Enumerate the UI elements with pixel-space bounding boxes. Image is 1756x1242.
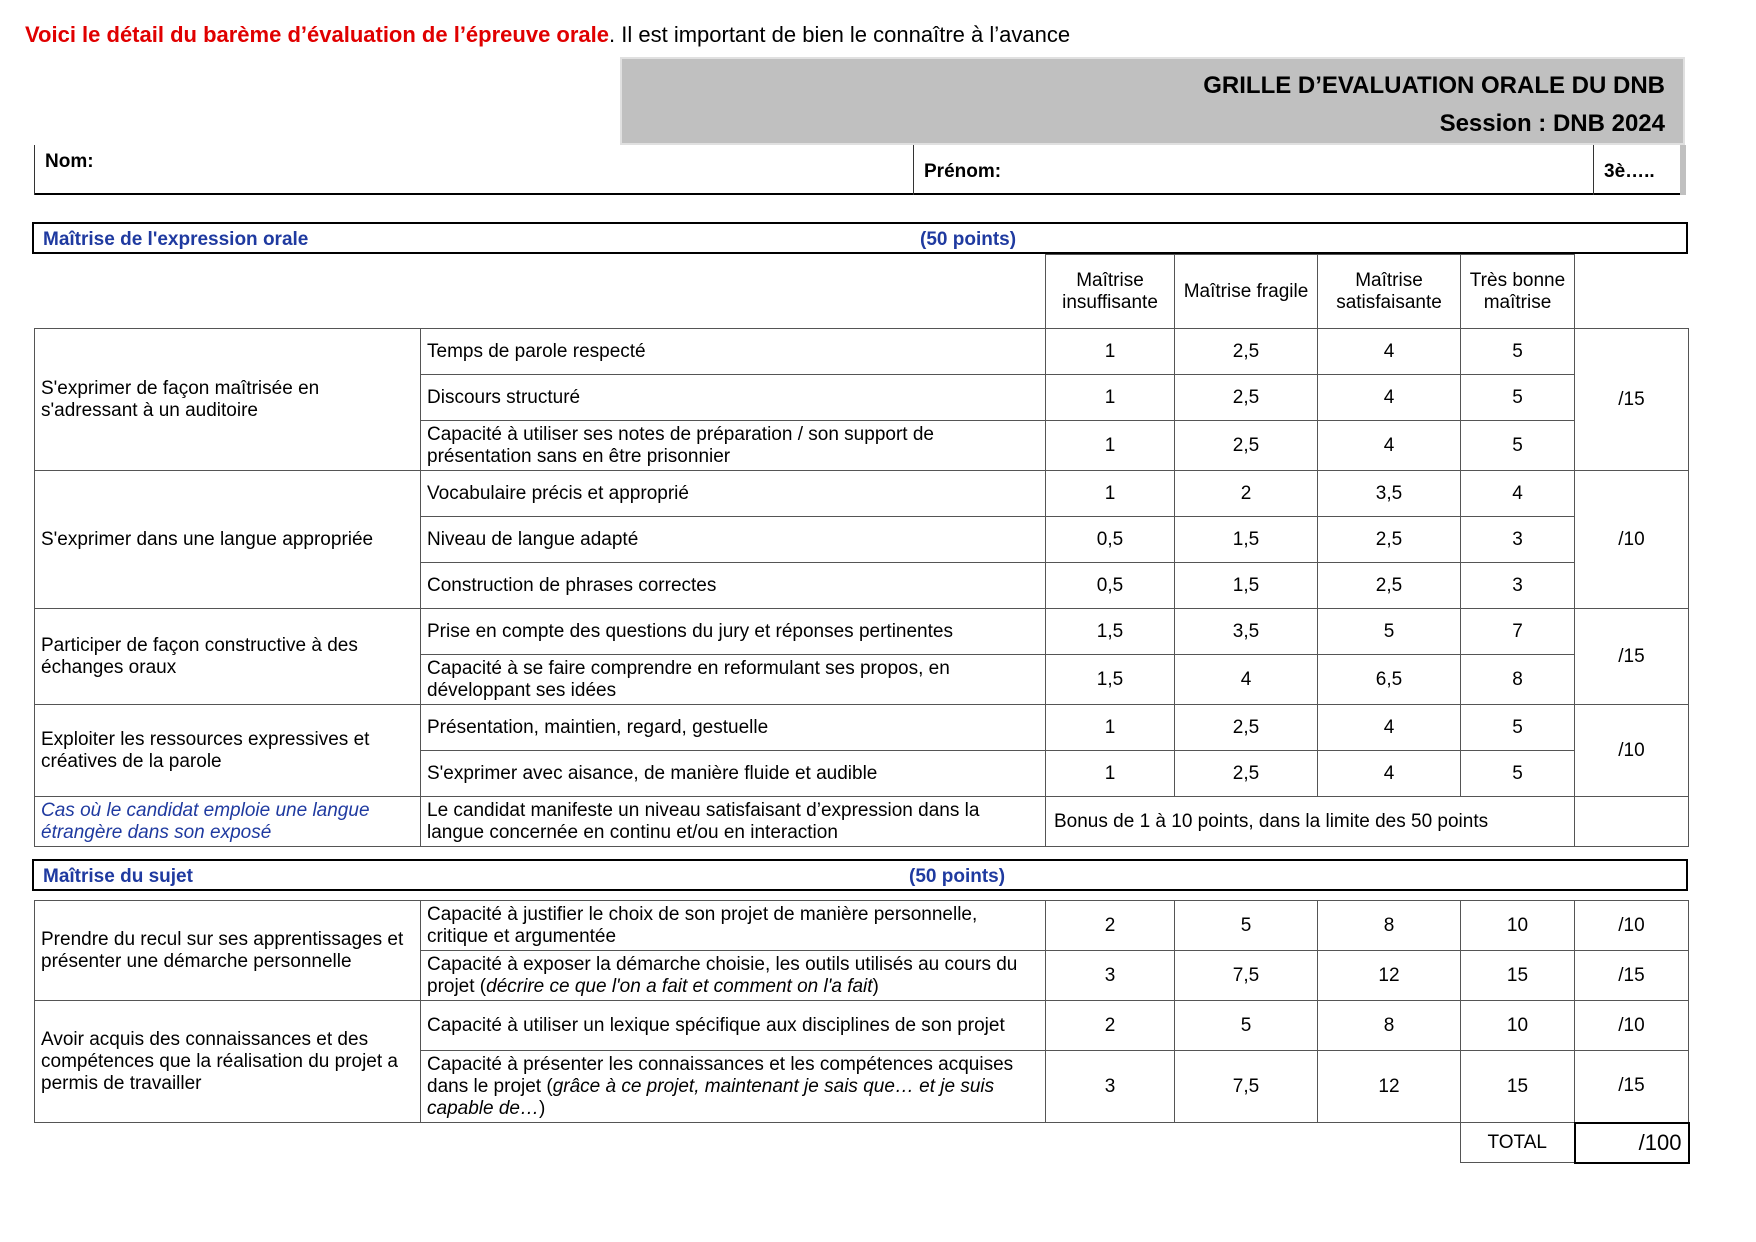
- score-cell: 7,5: [1175, 951, 1318, 1001]
- session-label: Session : DNB 2024: [1439, 110, 1665, 137]
- table-row: [35, 901, 1689, 951]
- total-value[interactable]: /100: [1575, 1123, 1689, 1163]
- score-cell: 2,5: [1175, 375, 1318, 421]
- section-sujet-points: (50 points): [909, 866, 1006, 887]
- criterion: Construction de phrases correctes: [421, 563, 1046, 609]
- bonus-label: Cas où le candidat emploie une langue étrangère dans son exposé: [35, 797, 421, 847]
- bonus-row: [35, 797, 1689, 847]
- criterion-italic: grâce à ce projet, maintenant je sais que… et je suis capable de…: [427, 1075, 995, 1119]
- group-total[interactable]: /10: [1575, 471, 1689, 609]
- criterion-text: ): [538, 1097, 546, 1119]
- score-cell: 5: [1461, 751, 1575, 797]
- score-cell: 0,5: [1046, 563, 1175, 609]
- criterion: [421, 1051, 1046, 1123]
- score-cell: 1: [1046, 471, 1175, 517]
- score-cell: 4: [1318, 751, 1461, 797]
- criterion-text: Capacité à présenter les connaissances et les compétences acquises dans le projet (: [427, 1053, 1014, 1097]
- skill-label: S'exprimer dans une langue appropriée: [35, 471, 421, 609]
- score-cell: 2: [1046, 1001, 1175, 1051]
- criterion: Vocabulaire précis et approprié: [421, 471, 1046, 517]
- score-cell: 2,5: [1318, 563, 1461, 609]
- score-cell: 2,5: [1175, 329, 1318, 375]
- criterion: Présentation, maintien, regard, gestuelle: [421, 705, 1046, 751]
- score-cell: 7,5: [1175, 1051, 1318, 1123]
- criterion: Capacité à utiliser un lexique spécifique aux disciplines de son projet: [421, 1001, 1046, 1051]
- group-total[interactable]: /15: [1575, 329, 1689, 471]
- table-row: [35, 609, 1689, 655]
- intro-highlight: Voici le détail du barème d’évaluation de l’épreuve orale: [25, 22, 610, 47]
- score-cell: 5: [1461, 375, 1575, 421]
- intro-rest: . Il est important de bien le connaître à l’avance: [609, 22, 1071, 47]
- expression-grid: [34, 254, 1689, 847]
- section-expression-title: Maîtrise de l'expression orale: [43, 229, 309, 250]
- score-cell: 15: [1461, 1051, 1575, 1123]
- table-row: [35, 471, 1689, 517]
- row-total[interactable]: /10: [1575, 1001, 1689, 1051]
- table-row: [35, 329, 1689, 375]
- score-cell: 4: [1461, 471, 1575, 517]
- score-cell: 3,5: [1175, 609, 1318, 655]
- section-expression-bar: [32, 222, 1688, 254]
- skill-label: Participer de façon constructive à des échanges oraux: [35, 609, 421, 705]
- score-cell: 8: [1318, 1001, 1461, 1051]
- skill-label: Prendre du recul sur ses apprentissages et présenter une démarche personnelle: [35, 901, 421, 1001]
- score-cell: 7: [1461, 609, 1575, 655]
- criterion: Capacité à se faire comprendre en reformulant ses propos, en développant ses idées: [421, 655, 1046, 705]
- row-total[interactable]: /10: [1575, 901, 1689, 951]
- level-header: Maîtrise insuffisante: [1046, 255, 1175, 329]
- criterion-text: ): [872, 975, 879, 997]
- criterion: Prise en compte des questions du jury et réponses pertinentes: [421, 609, 1046, 655]
- group-total[interactable]: /15: [1575, 609, 1689, 705]
- criterion: Discours structuré: [421, 375, 1046, 421]
- score-cell: 1,5: [1046, 609, 1175, 655]
- skill-label: S'exprimer de façon maîtrisée en s'adressant à un auditoire: [35, 329, 421, 471]
- score-cell: 1: [1046, 705, 1175, 751]
- score-cell: 15: [1461, 951, 1575, 1001]
- score-cell: 8: [1461, 655, 1575, 705]
- score-cell: 10: [1461, 901, 1575, 951]
- level-header: Très bonne maîtrise: [1461, 255, 1575, 329]
- score-cell: 4: [1175, 655, 1318, 705]
- header-banner: [620, 57, 1685, 145]
- section-sujet-bar: [32, 859, 1688, 891]
- score-cell: 4: [1318, 421, 1461, 471]
- score-cell: 2,5: [1175, 421, 1318, 471]
- score-cell: 2: [1046, 901, 1175, 951]
- score-cell: 3,5: [1318, 471, 1461, 517]
- section-sujet-title: Maîtrise du sujet: [43, 866, 193, 887]
- score-cell: 5: [1318, 609, 1461, 655]
- score-cell: 1: [1046, 375, 1175, 421]
- section-expression-points: (50 points): [920, 229, 1017, 250]
- levels-header-row: [35, 255, 1689, 329]
- score-cell: 4: [1318, 375, 1461, 421]
- criterion: Niveau de langue adapté: [421, 517, 1046, 563]
- intro-line: [25, 22, 1070, 48]
- prenom-field[interactable]: [914, 145, 1594, 195]
- score-cell: 1,5: [1175, 517, 1318, 563]
- score-cell: 10: [1461, 1001, 1575, 1051]
- classe-label: 3è…..: [1604, 161, 1655, 182]
- score-cell: 12: [1318, 951, 1461, 1001]
- total-label: TOTAL: [1461, 1123, 1575, 1163]
- level-header: Maîtrise satisfaisante: [1318, 255, 1461, 329]
- score-cell: 4: [1318, 329, 1461, 375]
- score-cell: 6,5: [1318, 655, 1461, 705]
- criterion-text: Capacité à exposer la démarche choisie, les outils utilisés au cours du projet (: [427, 953, 1018, 997]
- score-cell: 8: [1318, 901, 1461, 951]
- criterion: S'exprimer avec aisance, de manière fluide et audible: [421, 751, 1046, 797]
- score-cell: 2,5: [1175, 751, 1318, 797]
- score-cell: 12: [1318, 1051, 1461, 1123]
- skill-label: Avoir acquis des connaissances et des compétences que la réalisation du projet a permis de travailler: [35, 1001, 421, 1123]
- table-row: [35, 1001, 1689, 1051]
- criterion: Capacité à utiliser ses notes de préparation / son support de présentation sans en être prisonnier: [421, 421, 1046, 471]
- score-cell: 3: [1046, 951, 1175, 1001]
- score-cell: 1,5: [1046, 655, 1175, 705]
- bonus-criterion: Le candidat manifeste un niveau satisfaisant d’expression dans la langue concernée en continu et/ou en interaction: [421, 797, 1046, 847]
- score-cell: 2,5: [1318, 517, 1461, 563]
- sujet-grid: [34, 900, 1690, 1164]
- total-row: [35, 1123, 1689, 1163]
- score-cell: 3: [1461, 563, 1575, 609]
- score-cell: 2: [1175, 471, 1318, 517]
- criterion-italic: décrire ce que l'on a fait et comment on l'a fait: [486, 975, 873, 997]
- score-cell: 1,5: [1175, 563, 1318, 609]
- prenom-label: Prénom:: [924, 161, 1002, 182]
- score-cell: 3: [1046, 1051, 1175, 1123]
- row-total[interactable]: /15: [1575, 1051, 1689, 1123]
- nom-field[interactable]: [34, 145, 914, 195]
- score-cell: 3: [1461, 517, 1575, 563]
- bonus-score[interactable]: [1575, 797, 1689, 847]
- level-header: Maîtrise fragile: [1175, 255, 1318, 329]
- criterion: [421, 951, 1046, 1001]
- score-cell: 5: [1175, 1001, 1318, 1051]
- criterion: Capacité à justifier le choix de son projet de manière personnelle, critique et argumentée: [421, 901, 1046, 951]
- score-cell: 1: [1046, 329, 1175, 375]
- score-cell: 1: [1046, 421, 1175, 471]
- identity-row: [34, 145, 1686, 195]
- classe-field[interactable]: [1594, 145, 1686, 195]
- score-cell: 4: [1318, 705, 1461, 751]
- score-cell: 1: [1046, 751, 1175, 797]
- score-cell: 5: [1461, 705, 1575, 751]
- score-cell: 0,5: [1046, 517, 1175, 563]
- group-total[interactable]: /10: [1575, 705, 1689, 797]
- score-cell: 2,5: [1175, 705, 1318, 751]
- skill-label: Exploiter les ressources expressives et créatives de la parole: [35, 705, 421, 797]
- bonus-text: Bonus de 1 à 10 points, dans la limite des 50 points: [1046, 797, 1575, 847]
- score-cell: 5: [1461, 421, 1575, 471]
- criterion: Temps de parole respecté: [421, 329, 1046, 375]
- score-cell: 5: [1175, 901, 1318, 951]
- table-row: [35, 705, 1689, 751]
- nom-label: Nom:: [45, 151, 94, 172]
- page-title: GRILLE D’EVALUATION ORALE DU DNB: [1203, 72, 1665, 99]
- row-total[interactable]: /15: [1575, 951, 1689, 1001]
- score-cell: 5: [1461, 329, 1575, 375]
